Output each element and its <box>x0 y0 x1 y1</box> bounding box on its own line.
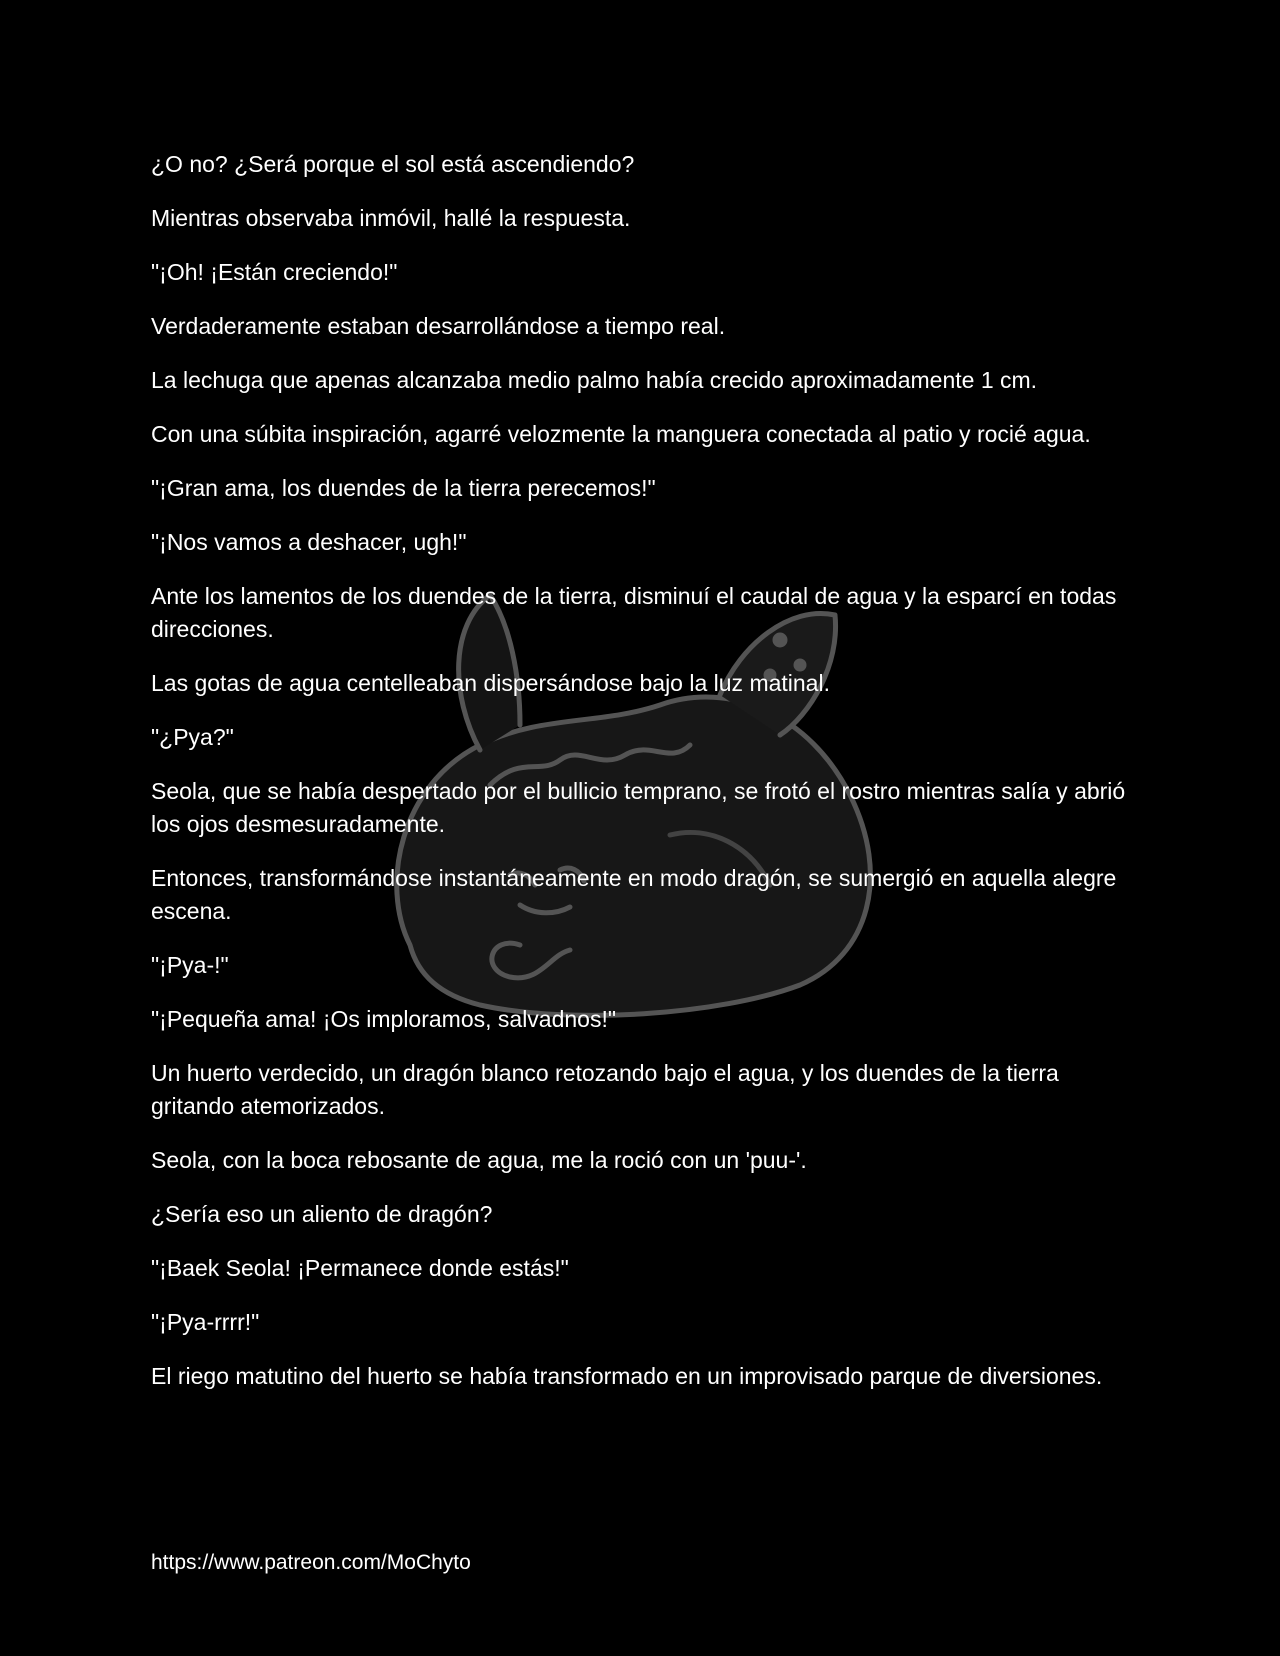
paragraph: "¿Pya?" <box>151 724 234 750</box>
chapter-text <box>151 148 1136 1414</box>
paragraph: Seola, con la boca rebosante de agua, me la roció con un 'puu-'. <box>151 1147 807 1173</box>
paragraph: Entonces, transformándose instantáneamente en modo dragón, se sumergió en aquella alegre escena. <box>151 865 1117 924</box>
paragraph: "¡Gran ama, los duendes de la tierra perecemos!" <box>151 475 656 501</box>
paragraph: ¿Sería eso un aliento de dragón? <box>151 1201 493 1227</box>
paragraph: La lechuga que apenas alcanzaba medio palmo había crecido aproximadamente 1 cm. <box>151 367 1038 393</box>
paragraph: "¡Pya-rrrr!" <box>151 1309 260 1335</box>
paragraph: Las gotas de agua centelleaban dispersándose bajo la luz matinal. <box>151 670 830 696</box>
paragraph: "¡Nos vamos a deshacer, ugh!" <box>151 529 467 555</box>
paragraph: Mientras observaba inmóvil, hallé la respuesta. <box>151 205 631 231</box>
paragraph: Verdaderamente estaban desarrollándose a tiempo real. <box>151 313 726 339</box>
patreon-link[interactable]: https://www.patreon.com/MoChyto <box>151 1551 471 1574</box>
paragraph: ¿O no? ¿Será porque el sol está ascendiendo? <box>151 151 635 177</box>
paragraph: El riego matutino del huerto se había transformado en un improvisado parque de diversiones. <box>151 1363 1103 1389</box>
paragraph: "¡Baek Seola! ¡Permanece donde estás!" <box>151 1255 569 1281</box>
paragraph: Seola, que se había despertado por el bullicio temprano, se frotó el rostro mientras salía y abrió los ojos desmesuradamente. <box>151 778 1126 837</box>
paragraph: "¡Oh! ¡Están creciendo!" <box>151 259 398 285</box>
paragraph: "¡Pya-!" <box>151 952 229 978</box>
paragraph: Ante los lamentos de los duendes de la tierra, disminuí el caudal de agua y la esparcí en todas direcciones. <box>151 583 1117 642</box>
paragraph: Con una súbita inspiración, agarré velozmente la manguera conectada al patio y rocié agua. <box>151 421 1091 447</box>
paragraph: Un huerto verdecido, un dragón blanco retozando bajo el agua, y los duendes de la tierra gritando atemorizados. <box>151 1060 1059 1119</box>
paragraph: "¡Pequeña ama! ¡Os imploramos, salvadnos!" <box>151 1006 617 1032</box>
